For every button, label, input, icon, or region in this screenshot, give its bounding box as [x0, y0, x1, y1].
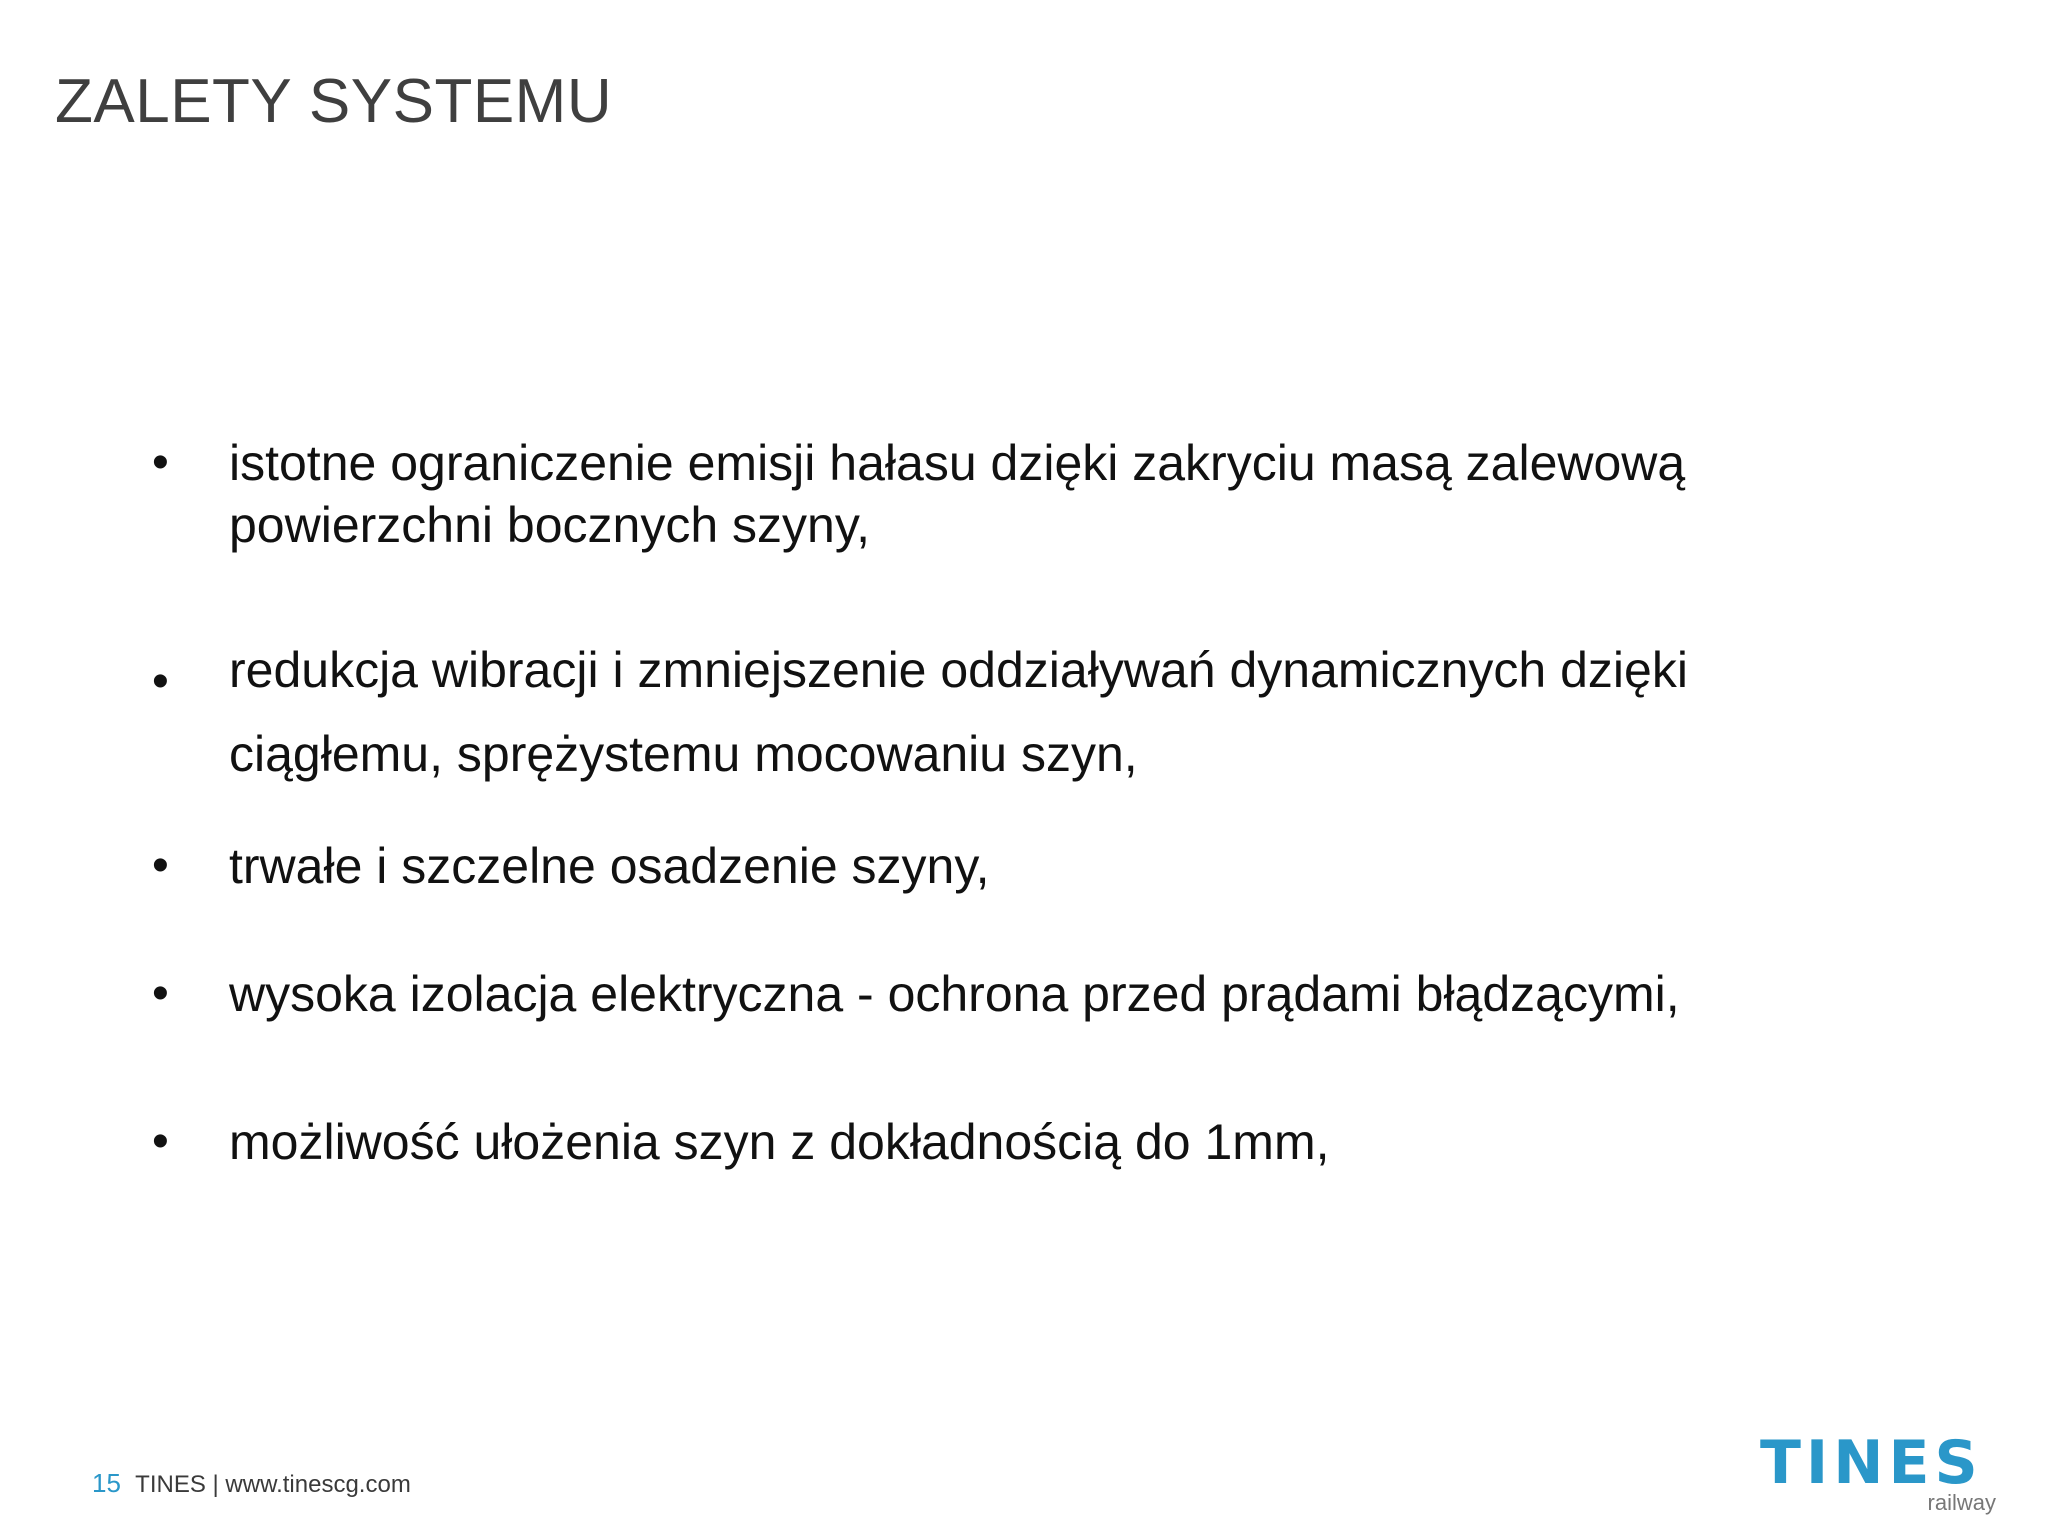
bullet-marker: •	[152, 655, 169, 708]
bullet-text	[229, 628, 1869, 796]
slide-title: ZALETY SYSTEMU	[55, 67, 613, 136]
bullet-text	[229, 835, 1869, 897]
bullet-line: redukcja wibracji i zmniejszenie oddziaływań dynamicznych dzięki	[229, 642, 1688, 698]
bullet-text	[229, 963, 1869, 1025]
footer-separator: |	[212, 1471, 219, 1498]
bullet-text	[229, 1111, 1869, 1173]
bullet-marker: •	[152, 967, 169, 1020]
bullet-line: wysoka izolacja elektryczna - ochrona przed prądami błądzącymi,	[229, 966, 1680, 1022]
logo-wordmark: TINES	[1760, 1428, 1983, 1498]
footer	[92, 1468, 411, 1499]
bullet-text	[229, 432, 1869, 556]
bullet-marker: •	[152, 839, 169, 892]
bullet-line: ciągłemu, sprężystemu mocowaniu szyn,	[229, 726, 1138, 782]
page-number: 15	[92, 1468, 121, 1498]
bullet-marker: •	[152, 436, 169, 489]
bullet-marker: •	[152, 1115, 169, 1168]
bullet-line: powierzchni bocznych szyny,	[229, 497, 871, 553]
logo-subtitle: railway	[1927, 1490, 1996, 1515]
tines-logo	[1760, 1428, 1996, 1516]
bullet-line: trwałe i szczelne osadzenie szyny,	[229, 838, 990, 894]
bullet-line: istotne ograniczenie emisji hałasu dzięki zakryciu masą zalewową	[229, 435, 1686, 491]
bullet-line: możliwość ułożenia szyn z dokładnością do 1mm,	[229, 1114, 1330, 1170]
footer-company: TINES	[135, 1471, 206, 1498]
footer-website-link[interactable]: www.tinescg.com	[225, 1471, 411, 1498]
